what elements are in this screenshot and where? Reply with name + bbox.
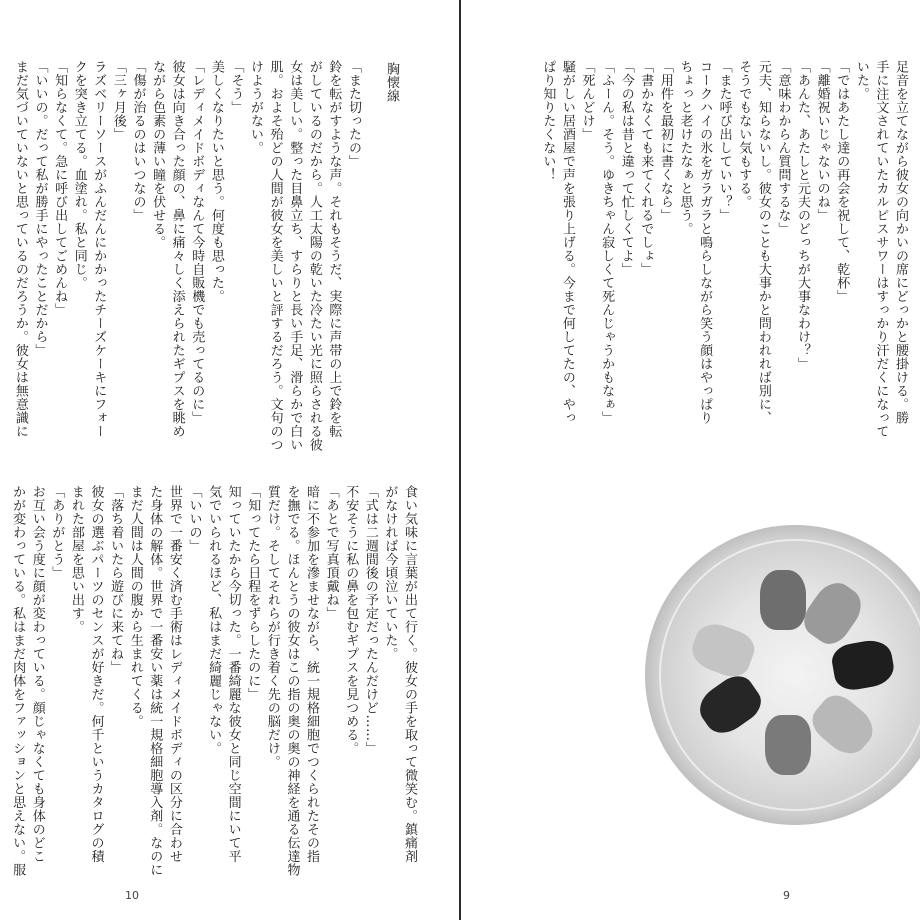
text-line: 世界で一番安く済む手術はレディメイドボディの区分に合わせ (166, 485, 182, 863)
page-number: 9 (783, 889, 790, 902)
text-line: 「知らなくて。急に呼び出してごめんね」 (52, 60, 68, 317)
text-line: 「三ヶ月後」 (110, 60, 126, 141)
gummy-bear-icon (760, 570, 806, 630)
left-text-bottom (8, 485, 419, 875)
gummy-bear-icon (765, 715, 811, 775)
text-line: 「式は二週間後の予定だったんだけど……」 (362, 485, 378, 755)
chapter-title: 胸懐線 (384, 62, 399, 103)
text-line: 彼女は向き合った顔の、鼻に痛々しく添えられたギプスを眺め (169, 60, 185, 438)
text-line: まれた部屋を思い出す。 (68, 485, 84, 634)
text-line: 「用件を最初に書くなら」 (657, 60, 673, 222)
text-line: 不安そうに私の鼻を包むギプスを見つめる。 (343, 485, 359, 755)
text-line: クを突き立てる。血塗れ。私と同じ。 (71, 60, 87, 290)
text-line: 鈴を転がすような声。それもそうだ、実際に声帯の上で鈴を転 (326, 60, 342, 438)
text-line: 質だけ。そしてそれらが行き着く先の脳だけ。 (264, 485, 280, 769)
text-line: 気でいられるほど、私はまだ綺麗じゃない。 (206, 485, 222, 755)
text-line: 「いいの。だって私が勝手にやったことだから」 (32, 60, 48, 357)
text-line: まだ人間は人間の腹から生まれてくる。 (127, 485, 143, 728)
text-line: 「ありがとう」 (49, 485, 65, 580)
text-line: ちょっと老けたなぁと思う。 (677, 60, 693, 236)
text-line: 「今の私は昔と違って忙しくてよ」 (618, 60, 634, 276)
text-line: 「ふーん。そう。ゆきちゃん寂しくて死んじゃうかもなぁ」 (599, 60, 615, 425)
text-line: 「知ってたら日程をずらしたのに」 (245, 485, 261, 701)
text-line: 「落ち着いたら遊びに来てね」 (108, 485, 124, 674)
right-text-top (538, 60, 910, 450)
text-line: 「レディメイドボディなんて今時自販機でも売ってるのに」 (189, 60, 205, 425)
text-line: 足音を立てながら彼女の向かいの席にどっかと腰掛ける。勝 (893, 60, 908, 425)
text-line: 「離婚祝いじゃないのね」 (814, 60, 830, 222)
text-line: 美しくなりたいと思う。何度も思った。 (208, 60, 224, 303)
text-line: 騒がしい居酒屋で声を張り上げる。今まで何してたの、やっ (559, 60, 575, 425)
page-number: 10 (125, 889, 139, 902)
text-line: 「いいの」 (186, 485, 202, 553)
text-line: 肌。およそ殆どの人間が彼女を美しいと評するだろう。文句のつ (267, 60, 283, 452)
text-line: 「死んどけ」 (579, 60, 595, 141)
text-line: 「そう」 (228, 60, 244, 114)
text-line: 「意味わからん質問するな」 (775, 60, 791, 236)
text-line: お互い会う度に顔が変わっている。顔じゃなくても身体のどこ (29, 485, 45, 863)
text-line: 手に注文されていたカルピスサワーはすっかり汗だくになって (873, 60, 889, 438)
text-line: 食い気味に言葉が出て行く。彼女の手を取って微笑む。鎮痛剤 (402, 485, 417, 863)
text-line: まだ気づいていないと思っているのだろうか。彼女は無意識に (12, 60, 28, 438)
text-line: がなければ今頃泣いていた。 (382, 485, 398, 661)
text-line: 「また呼び出していい？」 (716, 60, 732, 222)
text-line: 「あんた、あたしと元夫のどっちが大事なわけ？」 (795, 60, 811, 371)
text-line: いた。 (853, 60, 869, 101)
text-line: 「ではあたし達の再会を祝して、乾杯」 (834, 60, 850, 303)
left-text-top (10, 60, 363, 450)
text-line: を撫でる。ほんとうの彼女はこの指の奥の奥の神経を通る伝達物 (284, 485, 300, 877)
text-line: 「傷が治るのはいつなの」 (130, 60, 146, 222)
text-line: がしているのだから。人工太陽の乾いた冷たい光に照らされる彼 (306, 60, 322, 452)
text-line: 「書かなくても来てくれるでしょ」 (638, 60, 654, 276)
text-line: ながら色素の薄い瞳を伏せる。 (150, 60, 166, 249)
text-line: けようがない。 (248, 60, 264, 155)
text-line: た身体の解体。世界で一番安い薬は統一規格細胞導入剤。なのに (147, 485, 163, 877)
text-line: コークハイの氷をガラガラと鳴らしながら笑う顔はやっぱり (697, 60, 713, 425)
left-page (0, 0, 459, 920)
text-line: 元夫、知らないし。彼女のことも大事かと問われれば別に、 (755, 60, 771, 425)
text-line: 「あとで写真頂戴ね」 (323, 485, 339, 620)
text-line: ぱり知りたくない！ (540, 60, 556, 182)
left-title (381, 62, 401, 103)
text-line: 暗に不参加を滲ませながら、統一規格細胞でつくられたその指 (304, 485, 320, 863)
text-line: ラズベリーソースがふんだんにかかったチーズケーキにフォー (91, 60, 107, 438)
text-line: 知っていたから今切った。一番綺麗な彼女と同じ空間にいて平 (225, 485, 241, 863)
text-line: 「また切ったの」 (346, 60, 361, 168)
text-line: 女は美しい。整った目鼻立ち、すらりと長い手足、滑らかで白い (287, 60, 303, 452)
text-line: 彼女の選ぶパーツのセンスが好きだ。何千というカタログの積 (88, 485, 104, 863)
text-line: かが変わっている。私はまだ肉体をファッションと思えない。服 (10, 485, 26, 877)
text-line: そうでもない気もする。 (736, 60, 752, 209)
